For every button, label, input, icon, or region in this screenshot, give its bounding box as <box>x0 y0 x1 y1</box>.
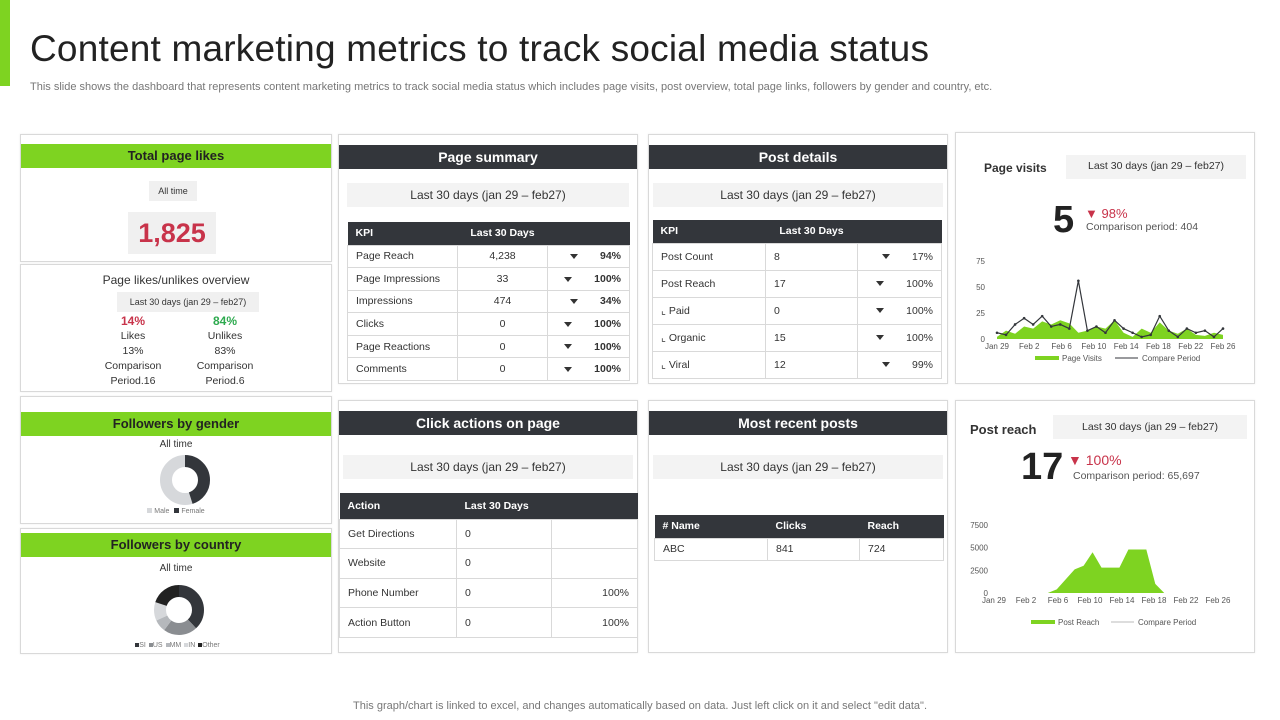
likes-label: Likes <box>120 330 146 342</box>
legend-label: SI <box>139 642 146 649</box>
ca-action-cell: Phone Number <box>340 578 457 608</box>
page-visits-change-value: 98% <box>1101 206 1128 221</box>
page-visits-comparison: Comparison period: 404 <box>1086 221 1199 233</box>
page-visits-period: Last 30 days (jan 29 – feb27) <box>1066 155 1246 179</box>
ps-value-cell: 0 <box>458 358 548 381</box>
recent-posts-table <box>654 515 944 561</box>
post-reach-comparison: Comparison period: 65,697 <box>1073 470 1200 482</box>
ca-col-days: Last 30 Days <box>457 493 552 519</box>
down-caret-icon <box>570 254 578 259</box>
pct-value: 100% <box>906 331 933 344</box>
compare-point <box>1032 323 1035 326</box>
pd-value-cell: 12 <box>766 351 858 378</box>
page-summary-table <box>347 222 630 381</box>
recent-posts-period: Last 30 days (jan 29 – feb27) <box>653 455 943 479</box>
compare-point <box>1167 329 1170 332</box>
click-actions-header: Click actions on page <box>339 411 637 435</box>
recent-posts-header: Most recent posts <box>649 411 947 435</box>
page-visits-card <box>955 132 1255 384</box>
table-row <box>653 324 942 351</box>
ps-value-cell: 0 <box>458 335 548 358</box>
pd-value-cell: 15 <box>766 324 858 351</box>
x-tick-label: Feb 14 <box>1109 596 1135 605</box>
ca-value-cell: 0 <box>457 608 552 638</box>
x-tick-label: Jan 29 <box>981 596 1007 605</box>
legend-male: Male <box>154 508 170 515</box>
table-row <box>348 268 630 291</box>
table-row <box>348 358 630 381</box>
country-sub: All time <box>159 563 193 574</box>
y-tick-label: 50 <box>976 283 985 292</box>
gender-donut <box>157 452 213 508</box>
x-tick-label: Feb 18 <box>1145 342 1171 351</box>
pd-pct-cell <box>858 324 942 351</box>
pd-kpi-cell: Post Count <box>653 243 766 270</box>
ps-pct-cell <box>548 245 630 268</box>
compare-point <box>1122 327 1125 330</box>
all-time-pill: All time <box>149 181 197 201</box>
page-title: Content marketing metrics to track social media status <box>30 28 930 69</box>
click-actions-period: Last 30 days (jan 29 – feb27) <box>343 455 633 479</box>
table-row <box>340 578 638 608</box>
compare-point <box>1195 331 1198 334</box>
table-row <box>348 290 630 313</box>
compare-point <box>1186 327 1189 330</box>
likes-overview-title: Page likes/unlikes overview <box>102 273 250 287</box>
rp-col-reach: Reach <box>860 515 944 538</box>
compare-point <box>1050 325 1053 328</box>
likes-cmp-label: Comparison Period.16 <box>104 360 162 387</box>
legend-swatch-primary <box>1031 620 1055 624</box>
followers-gender-card <box>20 396 332 524</box>
x-tick-label: Jan 29 <box>984 342 1010 351</box>
followers-gender-header: Followers by gender <box>21 412 331 436</box>
ps-value-cell: 4,238 <box>458 245 548 268</box>
compare-point <box>1041 315 1044 318</box>
ca-value-cell: 0 <box>457 549 552 579</box>
pd-kpi-cell: ⌞ Organic <box>653 324 766 351</box>
page-subtitle: This slide shows the dashboard that represents content marketing metrics to track social media status which includes page visits, post overview, total page links, followers by gender and country, etc. <box>30 81 993 93</box>
x-tick-label: Feb 26 <box>1210 342 1236 351</box>
x-tick-label: Feb 22 <box>1178 342 1204 351</box>
table-row <box>653 351 942 378</box>
post-reach-value: 17 <box>1021 446 1064 488</box>
down-caret-icon <box>570 299 578 304</box>
ps-pct-cell <box>548 290 630 313</box>
pct-value: 100% <box>594 272 621 285</box>
ca-action-cell: Get Directions <box>340 519 457 549</box>
table-row <box>655 538 944 560</box>
compare-point <box>1213 336 1216 339</box>
ca-value-cell: 0 <box>457 578 552 608</box>
compare-point <box>1104 331 1107 334</box>
followers-country-card <box>20 528 332 654</box>
total-page-likes-header: Total page likes <box>21 144 331 168</box>
compare-point <box>1086 329 1089 332</box>
country-legend <box>21 642 331 649</box>
unlikes-label: Unlikes <box>207 330 243 342</box>
ps-col-days: Last 30 Days <box>458 222 548 245</box>
pd-pct-cell <box>858 243 942 270</box>
pd-kpi-cell: ⌞ Viral <box>653 351 766 378</box>
table-row <box>340 608 638 638</box>
post-reach-card <box>955 400 1255 653</box>
x-tick-label: Feb 10 <box>1077 596 1103 605</box>
y-tick-label: 0 <box>980 335 985 344</box>
compare-point <box>1177 336 1180 339</box>
ps-pct-cell <box>548 268 630 291</box>
y-tick-label: 75 <box>976 257 985 266</box>
pd-kpi-cell: ⌞ Paid <box>653 297 766 324</box>
ps-col-pct <box>548 222 630 245</box>
compare-point <box>1131 331 1134 334</box>
compare-point <box>1014 323 1017 326</box>
ps-pct-cell <box>548 313 630 336</box>
legend-label-compare: Compare Period <box>1138 618 1197 627</box>
compare-point <box>996 331 999 334</box>
compare-point <box>1149 334 1152 337</box>
post-details-card <box>648 134 948 384</box>
pct-value: 17% <box>911 250 933 263</box>
ca-col-pct <box>552 493 638 519</box>
down-triangle-icon: ▼ <box>1085 206 1098 221</box>
rp-col-clicks: Clicks <box>768 515 860 538</box>
x-tick-label: Feb 26 <box>1205 596 1231 605</box>
ps-col-kpi: KPI <box>348 222 458 245</box>
y-tick-label: 7500 <box>970 521 988 530</box>
pct-value: 100% <box>906 277 933 290</box>
page-summary-header: Page summary <box>339 145 637 169</box>
compare-point <box>1222 327 1225 330</box>
compare-point <box>1005 334 1008 337</box>
likes-column <box>93 314 173 389</box>
table-row <box>653 243 942 270</box>
x-tick-label: Feb 10 <box>1081 342 1107 351</box>
ca-col-action: Action <box>340 493 457 519</box>
page-visits-chart <box>966 251 1248 369</box>
y-tick-label: 2500 <box>970 566 988 576</box>
pd-pct-cell <box>858 297 942 324</box>
down-caret-icon <box>876 335 884 340</box>
down-triangle-icon: ▼ <box>1068 452 1082 468</box>
area-post-reach <box>994 549 1218 593</box>
pd-col-kpi: KPI <box>653 220 766 243</box>
unlikes-cmp-pct: 83% <box>214 345 236 357</box>
ps-kpi-cell: Page Reactions <box>348 335 458 358</box>
ps-kpi-cell: Page Reach <box>348 245 458 268</box>
legend-swatch-female <box>174 508 179 513</box>
ca-pct-cell <box>552 519 638 549</box>
legend-label: MM <box>169 642 182 649</box>
ps-pct-cell <box>548 358 630 381</box>
compare-point <box>1059 323 1062 326</box>
total-likes-value: 1,825 <box>128 212 216 254</box>
pd-pct-cell <box>858 351 942 378</box>
table-row <box>348 335 630 358</box>
recent-posts-card <box>648 400 948 653</box>
compare-point <box>1204 329 1207 332</box>
x-tick-label: Feb 18 <box>1141 596 1167 605</box>
rp-name-cell: ABC <box>655 538 768 560</box>
total-page-likes-card <box>20 134 332 262</box>
pct-value: 94% <box>599 250 621 263</box>
page-visits-title: Page visits <box>984 161 1047 175</box>
gender-sub: All time <box>159 439 193 450</box>
pct-value: 99% <box>911 358 933 371</box>
likes-overview-card <box>20 264 332 392</box>
ps-value-cell: 33 <box>458 268 548 291</box>
ps-value-cell: 0 <box>458 313 548 336</box>
followers-country-header: Followers by country <box>21 533 331 557</box>
ca-value-cell: 0 <box>457 519 552 549</box>
table-row <box>653 270 942 297</box>
x-tick-label: Feb 2 <box>1019 342 1040 351</box>
click-actions-table <box>339 493 638 638</box>
pct-value: 100% <box>594 363 621 376</box>
down-caret-icon <box>882 362 890 367</box>
click-actions-card <box>338 400 638 653</box>
country-donut <box>151 582 207 638</box>
ca-action-cell: Website <box>340 549 457 579</box>
down-caret-icon <box>876 308 884 313</box>
post-reach-change <box>1068 452 1122 468</box>
post-reach-chart <box>966 516 1248 634</box>
legend-label-primary: Page Visits <box>1062 354 1102 363</box>
likes-overview-period: Last 30 days (jan 29 – feb27) <box>117 292 259 312</box>
ps-kpi-cell: Clicks <box>348 313 458 336</box>
ca-pct-cell: 100% <box>552 578 638 608</box>
table-row <box>340 519 638 549</box>
legend-label-primary: Post Reach <box>1058 618 1100 627</box>
post-reach-period: Last 30 days (jan 29 – feb27) <box>1053 415 1247 439</box>
post-reach-change-value: 100% <box>1085 452 1122 468</box>
ps-pct-cell <box>548 335 630 358</box>
legend-label: Other <box>202 642 220 649</box>
compare-point <box>1068 327 1071 330</box>
ps-kpi-cell: Impressions <box>348 290 458 313</box>
y-tick-label: 25 <box>976 309 985 318</box>
accent-bar <box>0 0 10 86</box>
table-row <box>653 297 942 324</box>
ps-kpi-cell: Page Impressions <box>348 268 458 291</box>
ps-kpi-cell: Comments <box>348 358 458 381</box>
legend-swatch-male <box>147 508 152 513</box>
compare-point <box>1140 336 1143 339</box>
page-visits-value: 5 <box>1053 199 1075 241</box>
table-row <box>348 245 630 268</box>
post-details-header: Post details <box>649 145 947 169</box>
down-caret-icon <box>876 281 884 286</box>
page-summary-period: Last 30 days (jan 29 – feb27) <box>347 183 629 207</box>
post-details-period: Last 30 days (jan 29 – feb27) <box>653 183 943 207</box>
x-tick-label: Feb 22 <box>1173 596 1199 605</box>
down-caret-icon <box>564 277 572 282</box>
page-visits-change <box>1085 206 1128 221</box>
unlikes-cmp-label: Comparison Period.6 <box>196 360 254 387</box>
gender-legend <box>21 508 331 515</box>
rp-col-name: # Name <box>655 515 768 538</box>
y-tick-label: 5000 <box>970 543 988 553</box>
page-summary-card <box>338 134 638 384</box>
y-tick-label: 0 <box>983 589 988 598</box>
down-caret-icon <box>564 322 572 327</box>
down-caret-icon <box>882 254 890 259</box>
rp-reach-cell: 724 <box>860 538 944 560</box>
down-caret-icon <box>564 344 572 349</box>
legend-label: IN <box>188 642 196 649</box>
down-caret-icon <box>564 367 572 372</box>
pd-col-days: Last 30 Days <box>766 220 858 243</box>
pct-value: 100% <box>594 318 621 331</box>
ca-pct-cell: 100% <box>552 608 638 638</box>
compare-point <box>1095 325 1098 328</box>
legend-label: US <box>152 642 163 649</box>
post-details-table <box>652 220 942 379</box>
unlikes-column <box>185 314 265 389</box>
rp-clicks-cell: 841 <box>768 538 860 560</box>
likes-pct: 14% <box>120 314 146 328</box>
table-row <box>340 549 638 579</box>
x-tick-label: Feb 6 <box>1051 342 1072 351</box>
legend-female: Female <box>181 508 205 515</box>
ps-value-cell: 474 <box>458 290 548 313</box>
pd-col-pct <box>858 220 942 243</box>
pct-value: 100% <box>594 340 621 353</box>
x-tick-label: Feb 6 <box>1047 596 1069 605</box>
legend-label-compare: Compare Period <box>1142 354 1201 363</box>
ca-pct-cell <box>552 549 638 579</box>
likes-cmp-pct: 13% <box>122 345 144 357</box>
compare-point <box>1077 279 1080 282</box>
compare-point <box>1158 315 1161 318</box>
legend-swatch-primary <box>1035 356 1059 360</box>
pd-kpi-cell: Post Reach <box>653 270 766 297</box>
pd-pct-cell <box>858 270 942 297</box>
compare-point <box>1113 319 1116 322</box>
pd-value-cell: 8 <box>766 243 858 270</box>
unlikes-pct: 84% <box>212 314 238 328</box>
footer-note: This graph/chart is linked to excel, and changes automatically based on data. Just left click on it and select "edit data". <box>352 700 928 712</box>
pd-value-cell: 0 <box>766 297 858 324</box>
pct-value: 100% <box>906 304 933 317</box>
x-tick-label: Feb 2 <box>1015 596 1037 605</box>
compare-point <box>1023 317 1026 320</box>
table-row <box>348 313 630 336</box>
post-reach-title: Post reach <box>970 422 1037 437</box>
x-tick-label: Feb 14 <box>1113 342 1139 351</box>
ca-action-cell: Action Button <box>340 608 457 638</box>
pd-value-cell: 17 <box>766 270 858 297</box>
pct-value: 34% <box>599 295 621 308</box>
